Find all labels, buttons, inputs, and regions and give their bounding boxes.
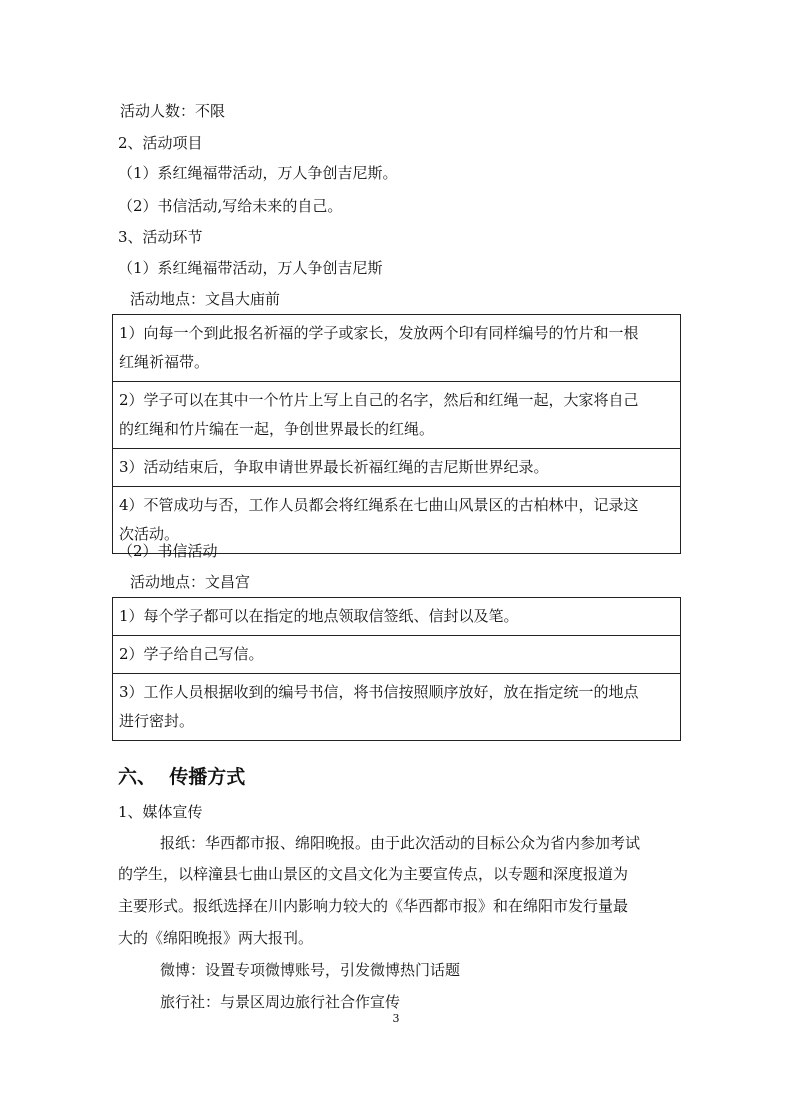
- activity-item-2: （2）书信活动,写给未来的自己。: [118, 197, 343, 215]
- activity-step-2-title: （2）书信活动: [118, 542, 218, 560]
- activity-steps-heading: 3、活动环节: [118, 228, 203, 246]
- steps-table-2: [112, 597, 681, 741]
- steps-table-1: [112, 314, 681, 554]
- table-cell-line: 红绳祈福带。: [119, 353, 210, 371]
- table-cell-line: 次活动。: [119, 525, 180, 543]
- table-cell-line: 3）活动结束后，争取申请世界最长祈福红绳的吉尼斯世界纪录。: [119, 458, 549, 476]
- table-row: [113, 636, 680, 674]
- activity-step-1-title: （1）系红绳福带活动，万人争创吉尼斯: [118, 259, 383, 277]
- activity-items-heading: 2、活动项目: [118, 134, 203, 152]
- activity-location-2: 活动地点：文昌宫: [130, 573, 251, 591]
- media-promotion-heading: 1、媒体宣传: [118, 803, 203, 821]
- body-paragraph-line: 报纸：华西都市报、绵阳晚报。由于此次活动的目标公众为省内参加考试: [160, 834, 641, 852]
- travel-agency-line: 旅行社：与景区周边旅行社合作宣传: [160, 993, 401, 1011]
- table-cell-line: 1）每个学子都可以在指定的地点领取信签纸、信封以及笔。: [119, 607, 519, 625]
- participants-line: 活动人数：不限: [120, 102, 226, 120]
- table-cell-line: 2）学子给自己写信。: [119, 645, 264, 663]
- table-row: [113, 674, 680, 740]
- table-cell-line: 4）不管成功与否，工作人员都会将红绳系在七曲山风景区的古柏林中，记录这: [119, 496, 639, 514]
- table-row: [113, 449, 680, 487]
- weibo-line: 微博：设置专项微博账号，引发微博热门话题: [160, 961, 461, 979]
- table-row: [113, 598, 680, 636]
- body-paragraph-line: 主要形式。报纸选择在川内影响力较大的《华西都市报》和在绵阳市发行量最: [118, 897, 629, 915]
- table-cell-line: 进行密封。: [119, 712, 195, 730]
- activity-item-1: （1）系红绳福带活动，万人争创吉尼斯。: [118, 164, 398, 182]
- body-paragraph-line: 大的《绵阳晚报》两大报刊。: [118, 929, 314, 947]
- table-row: [113, 382, 680, 449]
- table-row: [113, 315, 680, 382]
- section-heading: 六、 传播方式: [118, 766, 246, 788]
- table-cell-line: 1）向每一个到此报名祈福的学子或家长，发放两个印有同样编号的竹片和一根: [119, 324, 639, 342]
- table-cell-line: 2）学子可以在其中一个竹片上写上自己的名字，然后和红绳一起，大家将自己: [119, 391, 639, 409]
- body-paragraph-line: 的学生，以梓潼县七曲山景区的文昌文化为主要宣传点，以专题和深度报道为: [118, 865, 629, 883]
- table-cell-line: 3）工作人员根据收到的编号书信，将书信按照顺序放好，放在指定统一的地点: [119, 683, 639, 701]
- page-number: 3: [392, 1012, 400, 1025]
- table-cell-line: 的红绳和竹片编在一起，争创世界最长的红绳。: [119, 420, 435, 438]
- activity-location-1: 活动地点：文昌大庙前: [130, 290, 281, 308]
